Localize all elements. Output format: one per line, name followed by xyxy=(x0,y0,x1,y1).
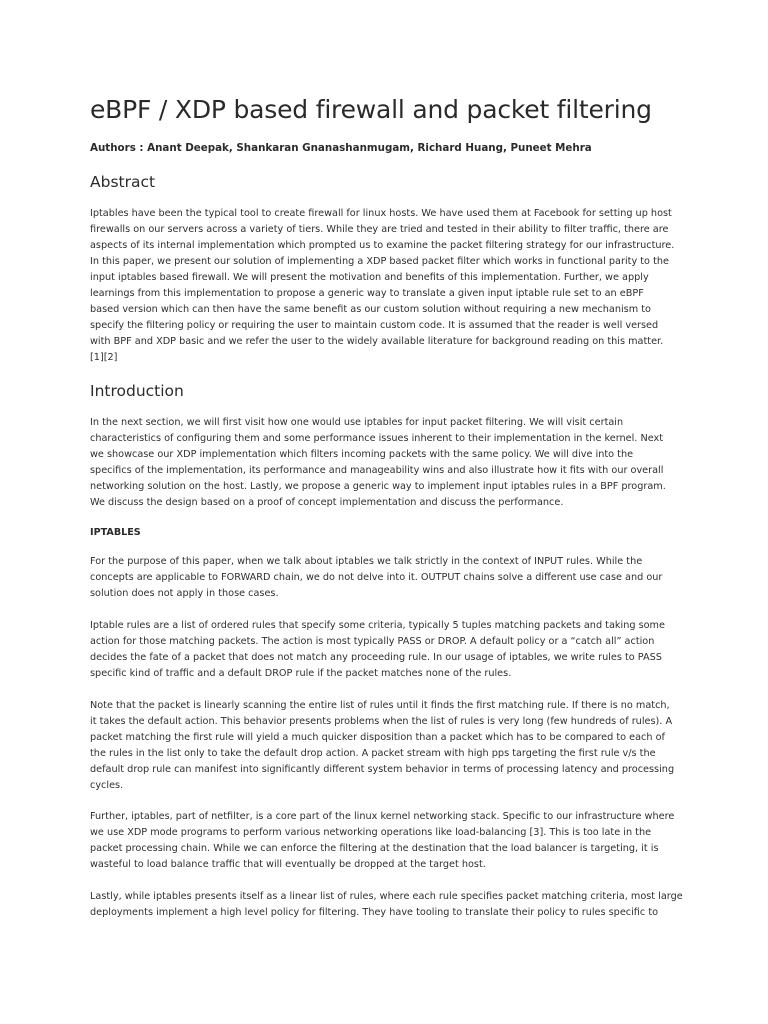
text-line: action for those matching packets. The action is most typically PASS or DROP. A default policy or a “catch all” action xyxy=(90,636,655,647)
text-line: wasteful to load balance traffic that will eventually be dropped at the target host. xyxy=(90,859,486,870)
text-line: decides the fate of a packet that does not match any proceeding rule. In our usage of iptables, we write rules to PASS xyxy=(90,652,662,663)
text-line: In this paper, we present our solution of implementing a XDP based packet filter which works in functional parity to the xyxy=(90,256,669,267)
text-line: In the next section, we will first visit how one would use iptables for input packet filtering. We will visit certain xyxy=(90,417,624,428)
text-line: we showcase our XDP implementation which filters incoming packets with the same policy. We will dive into the xyxy=(90,449,634,460)
introduction-paragraph xyxy=(90,415,680,511)
text-line: For the purpose of this paper, when we talk about iptables we talk strictly in the context of INPUT rules. While the xyxy=(90,556,643,567)
text-line: Note that the packet is linearly scanning the entire list of rules until it finds the first matching rule. If there is no match, xyxy=(90,700,670,711)
authors-line: Authors : Anant Deepak, Shankaran Gnanashanmugam, Richard Huang, Puneet Mehra xyxy=(90,142,592,154)
text-line: it takes the default action. This behavior presents problems when the list of rules is very long (few hundreds of rules). A xyxy=(90,716,673,727)
text-line: We discuss the design based on a proof of concept implementation and discuss the performance. xyxy=(90,497,564,508)
text-line: Further, iptables, part of netfilter, is a core part of the linux kernel networking stack. Specific to our infrastructure where xyxy=(90,811,675,822)
text-line: characteristics of configuring them and some performance issues inherent to their implementation in the kernel. Next xyxy=(90,433,664,444)
text-line: based version which can then have the same benefit as our custom solution without requiring a new mechanism to xyxy=(90,304,651,315)
iptables-heading: IPTABLES xyxy=(90,527,141,538)
text-line: cycles. xyxy=(90,780,124,791)
text-line: [1][2] xyxy=(90,352,118,363)
iptables-paragraph-3 xyxy=(90,698,680,794)
iptables-paragraph-4 xyxy=(90,809,680,873)
abstract-paragraph xyxy=(90,206,680,366)
paper-title: eBPF / XDP based firewall and packet filtering xyxy=(90,95,652,124)
text-line: packet matching the first rule will yield a much quicker disposition than a packet which has to be compared to each of xyxy=(90,732,665,743)
text-line: solution does not apply in those cases. xyxy=(90,588,279,599)
text-line: networking solution on the host. Lastly, we propose a generic way to implement input iptables rules in a BPF program. xyxy=(90,481,666,492)
text-line: we use XDP mode programs to perform various networking operations like load-balancing [3]. This is too late in the xyxy=(90,827,652,838)
iptables-paragraph-1 xyxy=(90,554,680,602)
text-line: input iptables based firewall. We will present the motivation and benefits of this implementation. Further, we apply xyxy=(90,272,649,283)
text-line: specific kind of traffic and a default DROP rule if the packet matches none of the rules. xyxy=(90,668,512,679)
text-line: specify the filtering policy or requiring the user to maintain custom code. It is assumed that the reader is well versed xyxy=(90,320,659,331)
introduction-heading: Introduction xyxy=(90,382,184,400)
text-line: with BPF and XDP basic and we refer the user to the widely available literature for background reading on this matter. xyxy=(90,336,664,347)
text-line: concepts are applicable to FORWARD chain, we do not delve into it. OUTPUT chains solve a different use case and our xyxy=(90,572,663,583)
text-line: default drop rule can manifest into significantly different system behavior in terms of processing latency and processing xyxy=(90,764,675,775)
iptables-paragraph-5 xyxy=(90,889,683,921)
abstract-heading: Abstract xyxy=(90,173,156,191)
text-line: firewalls on our servers across a variety of tiers. While they are tried and tested in their ability to filter traffic, there are xyxy=(90,224,669,235)
text-line: Lastly, while iptables presents itself as a linear list of rules, where each rule specifies packet matching criteria, most large xyxy=(90,891,683,902)
text-line: Iptable rules are a list of ordered rules that specify some criteria, typically 5 tuples matching packets and taking some xyxy=(90,620,665,631)
text-line: Iptables have been the typical tool to create firewall for linux hosts. We have used them at Facebook for setting up host xyxy=(90,208,672,219)
text-line: packet processing chain. While we can enforce the filtering at the destination that the load balancer is targeting, it is xyxy=(90,843,659,854)
text-line: aspects of its internal implementation which prompted us to examine the packet filtering strategy for our infrastructure. xyxy=(90,240,675,251)
iptables-paragraph-2 xyxy=(90,618,680,682)
text-line: the rules in the list only to take the default drop action. A packet stream with high pps targeting the first rule v/s the xyxy=(90,748,656,759)
text-line: deployments implement a high level policy for filtering. They have tooling to translate their policy to rules specific to xyxy=(90,907,659,918)
text-line: specifics of the implementation, its performance and manageability wins and also illustrate how it fits with our overall xyxy=(90,465,664,476)
text-line: learnings from this implementation to propose a generic way to translate a given input iptable rule set to an eBPF xyxy=(90,288,644,299)
